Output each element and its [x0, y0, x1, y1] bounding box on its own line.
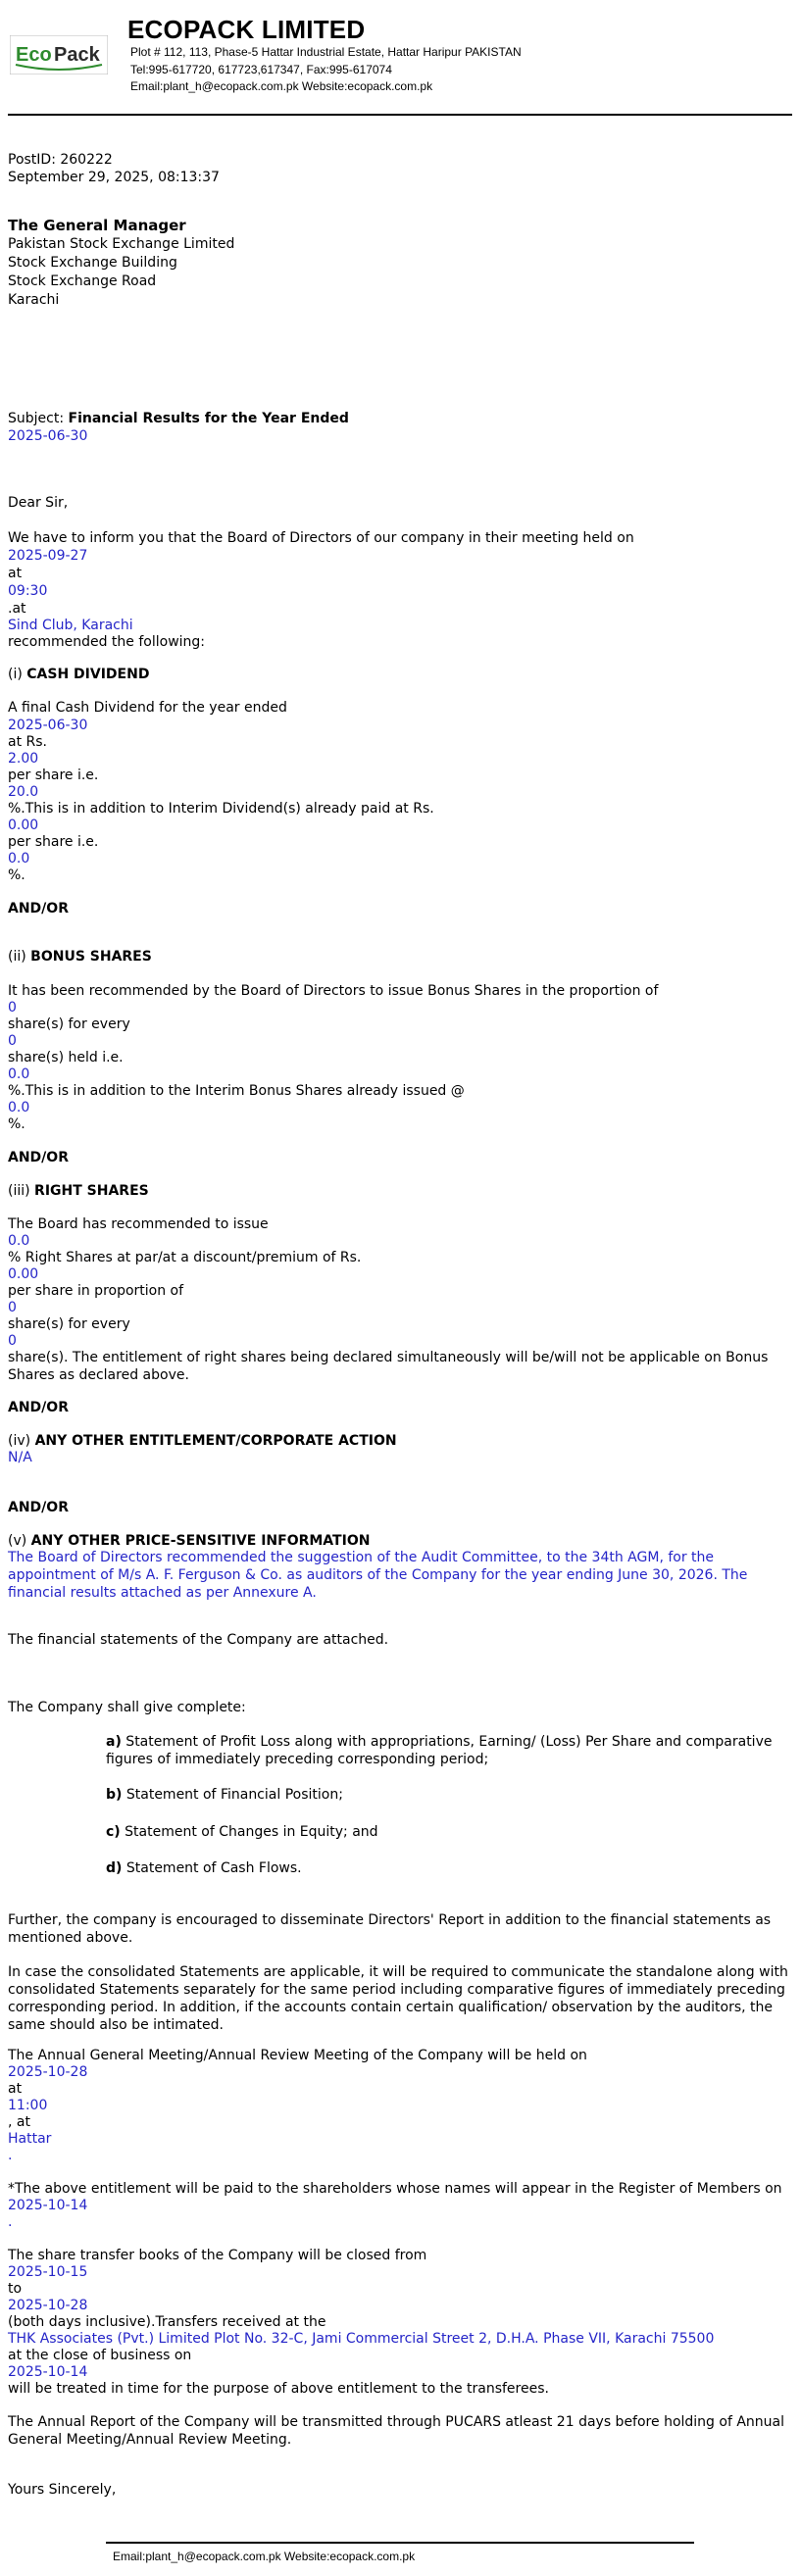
at-text: at: [8, 566, 23, 581]
footer-divider: [106, 2542, 694, 2544]
statement-item-a: [106, 1733, 773, 1768]
item-text: Statement of Cash Flows.: [122, 1860, 302, 1876]
item-text: Statement of Changes in Equity; and: [120, 1824, 378, 1840]
agm-dot: .: [8, 2148, 13, 2163]
agm-time: 11:00: [8, 2098, 48, 2113]
sign-off: Yours Sincerely,: [8, 2482, 117, 2498]
agm-place: Hattar: [8, 2131, 52, 2147]
entitlement-dot: .: [8, 2214, 13, 2230]
company-name: ECOPACK LIMITED: [127, 15, 366, 44]
item-text: Statement of Profit Loss along with appropriations, Earning/ (Loss) Per Share and comparative figures of immediately preceding corresponding period;: [106, 1734, 773, 1767]
annual-report-text: The Annual Report of the Company will be transmitted through PUCARS atleast 21 days before holding of Annual General Meeting/Annual Review Meeting.: [8, 2414, 784, 2448]
books-text: (both days inclusive).Transfers received at the: [8, 2314, 326, 2330]
registrar-address: THK Associates (Pvt.) Limited Plot No. 32-C, Jami Commercial Street 2, D.H.A. Phase VII, Karachi 75500: [8, 2331, 715, 2347]
section-prefix: (i): [8, 667, 27, 682]
cash-dividend-heading: [8, 666, 149, 683]
footer-contact: Email:plant_h@ecopack.com.pk Website:ecopack.com.pk: [113, 2550, 416, 2563]
dividend-year-end: 2025-06-30: [8, 718, 88, 733]
addressee-line: Stock Exchange Road: [8, 273, 157, 289]
price-sensitive-value: The Board of Directors recommended the suggestion of the Audit Committee, to the 34th AGM, for the appointment of M/s A. F. Ferguson & Co. as auditors of the Company for the year ending June 30, 2026. The financial results attached as per Annexure A.: [8, 1550, 748, 1601]
item-label: b): [106, 1787, 123, 1803]
further-text: Further, the company is encouraged to disseminate Directors' Report in addition to the financial statements as mentioned above.: [8, 1912, 772, 1946]
right-heading: [8, 1182, 149, 1200]
right-value: 0.00: [8, 1266, 39, 1282]
interim-amount: 0.00: [8, 817, 39, 833]
books-text: The share transfer books of the Company will be closed from: [8, 2248, 427, 2263]
bonus-value: 0: [8, 1000, 17, 1016]
other-entitlement-heading: [8, 1432, 397, 1450]
agm-at: at: [8, 2081, 23, 2097]
bonus-text: It has been recommended by the Board of Directors to issue Bonus Shares in the proportion of: [8, 983, 659, 999]
right-value: 0.0: [8, 1233, 30, 1249]
subject-date: 2025-06-30: [8, 428, 88, 444]
dividend-text: per share i.e.: [8, 834, 99, 850]
bonus-text: share(s) held i.e.: [8, 1050, 124, 1065]
post-timestamp: September 29, 2025, 08:13:37: [8, 170, 220, 185]
addressee-line: Pakistan Stock Exchange Limited: [8, 236, 235, 252]
item-text: Statement of Financial Position;: [122, 1787, 343, 1803]
section-prefix: (iii): [8, 1183, 35, 1199]
subject-label: Subject:: [8, 411, 69, 426]
right-text: share(s). The entitlement of right shares being declared simultaneously will be/will not be applicable on Bonus Shares as declared above.: [8, 1350, 769, 1383]
addressee-title: The General Manager: [8, 217, 186, 234]
agm-text: The Annual General Meeting/Annual Review Meeting of the Company will be held on: [8, 2048, 587, 2063]
andor-label: AND/OR: [8, 1150, 69, 1165]
company-address: Plot # 112, 113, Phase-5 Hattar Industrial Estate, Hattar Haripur PAKISTAN: [130, 45, 522, 59]
recommended-text: recommended the following:: [8, 634, 206, 650]
books-text: will be treated in time for the purpose of above entitlement to the transferees.: [8, 2381, 549, 2397]
company-logo: [10, 35, 108, 74]
agm-at: , at: [8, 2114, 30, 2130]
bonus-text: %.: [8, 1116, 25, 1132]
dividend-text: at Rs.: [8, 734, 47, 750]
statement-item-b: [106, 1786, 773, 1804]
andor-label: AND/OR: [8, 1500, 69, 1515]
books-close-date: 2025-10-14: [8, 2364, 88, 2380]
andor-label: AND/OR: [8, 1400, 69, 1415]
section-heading: BONUS SHARES: [30, 949, 152, 965]
post-id: PostID: 260222: [8, 152, 113, 168]
meeting-place: Sind Club, Karachi: [8, 618, 133, 633]
dividend-text: %.: [8, 867, 25, 883]
logo-eco: Eco: [16, 44, 52, 66]
salutation: Dear Sir,: [8, 495, 69, 511]
item-label: d): [106, 1860, 123, 1876]
section-heading: ANY OTHER PRICE-SENSITIVE INFORMATION: [30, 1533, 371, 1549]
section-prefix: (v): [8, 1533, 31, 1549]
addressee-line: Stock Exchange Building: [8, 255, 177, 271]
dividend-text: per share i.e.: [8, 768, 99, 783]
agm-date: 2025-10-28: [8, 2064, 88, 2080]
andor-label: AND/OR: [8, 901, 69, 916]
right-text: % Right Shares at par/at a discount/premium of Rs.: [8, 1250, 362, 1265]
subject-line: [8, 410, 349, 427]
dividend-text: %.This is in addition to Interim Dividend(s) already paid at Rs.: [8, 801, 434, 817]
other-entitlement-value: N/A: [8, 1450, 32, 1465]
at-text: .at: [8, 601, 26, 617]
right-text: The Board has recommended to issue: [8, 1216, 269, 1232]
logo-pack: Pack: [54, 44, 100, 66]
interim-percent: 0.0: [8, 851, 30, 867]
entitlement-date: 2025-10-14: [8, 2198, 88, 2213]
dividend-percent: 20.0: [8, 784, 39, 800]
addressee-line: Karachi: [8, 292, 60, 308]
section-heading: ANY OTHER ENTITLEMENT/CORPORATE ACTION: [34, 1433, 397, 1449]
bonus-value: 0.0: [8, 1100, 30, 1115]
right-text: per share in proportion of: [8, 1283, 184, 1299]
books-to-date: 2025-10-28: [8, 2298, 88, 2313]
dividend-text: A final Cash Dividend for the year ended: [8, 700, 287, 716]
meeting-date: 2025-09-27: [8, 548, 88, 564]
intro-text: We have to inform you that the Board of Directors of our company in their meeting held on: [8, 530, 634, 546]
bonus-heading: [8, 948, 152, 966]
statements-attached: The financial statements of the Company are attached.: [8, 1632, 389, 1648]
section-heading: CASH DIVIDEND: [26, 667, 150, 682]
company-phone: Tel:995-617720, 617723,617347, Fax:995-617074: [130, 63, 392, 76]
dividend-amount: 2.00: [8, 751, 39, 767]
books-text: at the close of business on: [8, 2348, 192, 2363]
meeting-time: 09:30: [8, 583, 48, 599]
right-value: 0: [8, 1300, 17, 1315]
section-prefix: (ii): [8, 949, 31, 965]
bonus-value: 0: [8, 1033, 17, 1049]
right-text: share(s) for every: [8, 1316, 130, 1332]
price-sensitive-heading: [8, 1532, 370, 1550]
bonus-text: share(s) for every: [8, 1016, 130, 1032]
right-value: 0: [8, 1333, 17, 1349]
statements-complete: The Company shall give complete:: [8, 1700, 246, 1715]
books-from-date: 2025-10-15: [8, 2264, 88, 2280]
section-heading: RIGHT SHARES: [34, 1183, 149, 1199]
books-to: to: [8, 2281, 23, 2297]
item-label: c): [106, 1824, 121, 1840]
subject-text: Financial Results for the Year Ended: [68, 411, 349, 426]
company-contact: Email:plant_h@ecopack.com.pk Website:ecopack.com.pk: [130, 79, 433, 93]
bonus-value: 0.0: [8, 1066, 30, 1082]
statement-item-d: [106, 1859, 773, 1877]
item-label: a): [106, 1734, 122, 1750]
header-divider: [8, 114, 792, 116]
entitlement-text: *The above entitlement will be paid to the shareholders whose names will appear in the Register of Members on: [8, 2181, 782, 2197]
section-prefix: (iv): [8, 1433, 35, 1449]
statement-item-c: [106, 1823, 773, 1841]
bonus-text: %.This is in addition to the Interim Bonus Shares already issued @: [8, 1083, 465, 1099]
consolidated-text: In case the consolidated Statements are applicable, it will be required to communicate the standalone along with consolidated Statements separately for the same period including comparative figures of immediately preceding corresponding period. In addition, if the accounts contain certain qualification/ observation by the auditors, the same should also be intimated.: [8, 1964, 788, 2033]
